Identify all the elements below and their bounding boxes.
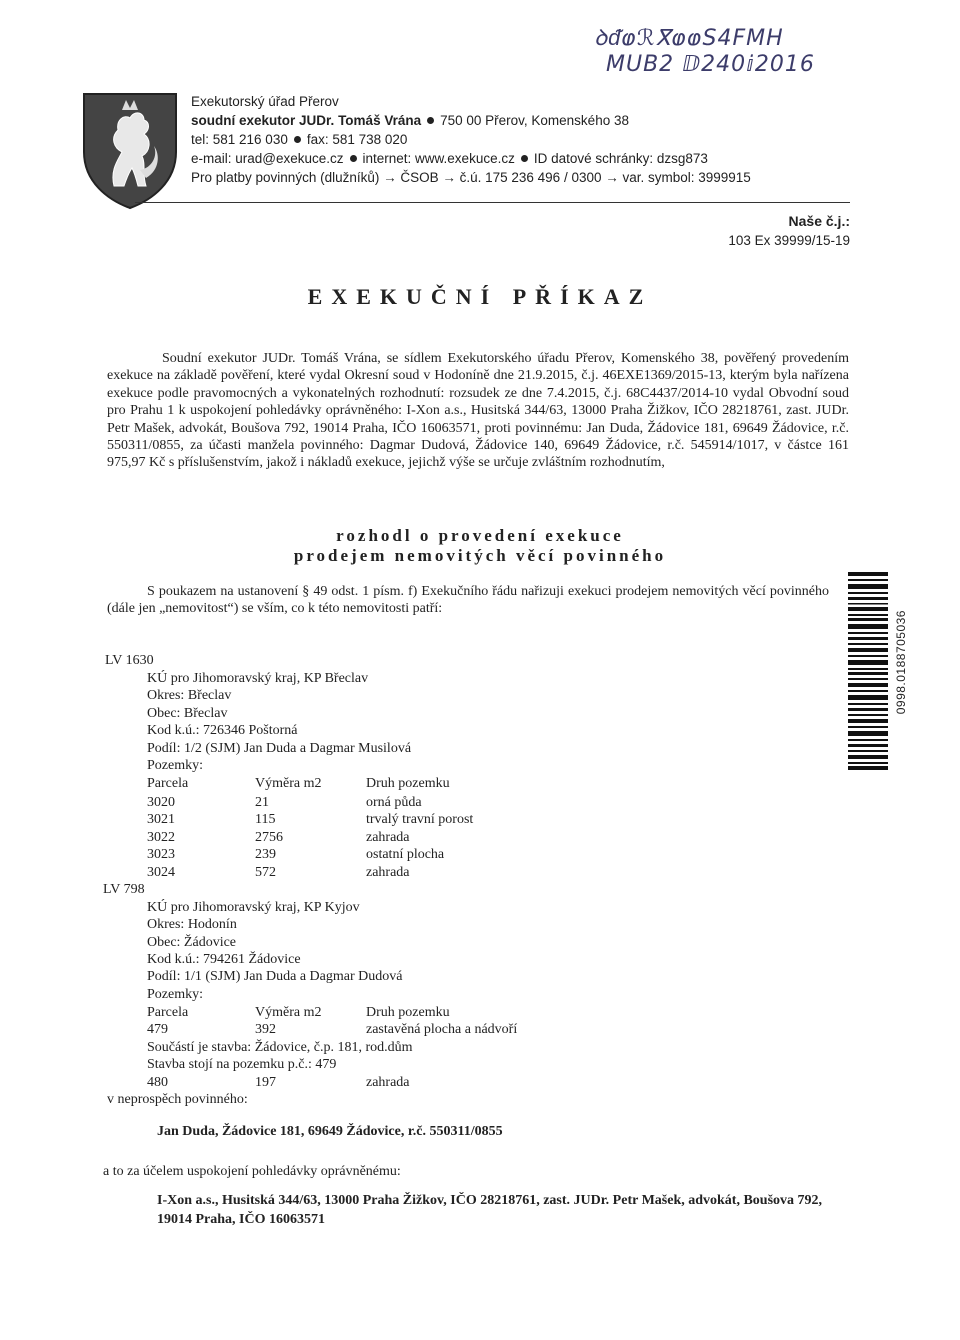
lv1-row-druh: trvalý travní porost	[366, 812, 474, 827]
lv1-header-druh: Druh pozemku	[366, 776, 450, 791]
lv1-row-parcela: 3022	[147, 830, 175, 845]
lv1-ku: KÚ pro Jihomoravský kraj, KP Břeclav	[147, 671, 369, 686]
bullet-icon	[427, 117, 434, 124]
header-divider	[135, 202, 850, 203]
lv2-soucasti: Součástí je stavba: Žádovice, č.p. 181, rod.dům	[147, 1040, 413, 1055]
payment-info: Pro platby povinných (dlužníků) → ČSOB → č.ú. 175 236 496 / 0300 → var. symbol: 3999915	[191, 170, 751, 185]
decision-line2: prodejem nemovitých věcí povinného	[293, 546, 667, 565]
bullet-icon	[294, 136, 301, 143]
lv2-okres: Okres: Hodonín	[147, 917, 237, 932]
decision-line1: rozhodl o provedení exekuce	[336, 526, 624, 545]
email: e-mail: urad@exekuce.cz	[191, 151, 344, 166]
lv1-row-vymera: 21	[255, 795, 269, 810]
officer-name: Tomáš Vrána	[338, 113, 422, 128]
internet: internet: www.exekuce.cz	[362, 151, 515, 166]
lv2-row-vymera: 197	[255, 1075, 276, 1090]
lv2-header-parcela: Parcela	[147, 1005, 189, 1020]
lv1-podil: Podíl: 1/2 (SJM) Jan Duda a Dagmar Musilová	[147, 741, 412, 756]
officer-prefix: soudní exekutor JUDr.	[191, 113, 335, 128]
neprospech-label: v neprospěch povinného:	[107, 1092, 248, 1107]
lv1-number: LV 1630	[105, 653, 154, 668]
intro-paragraph: Soudní exekutor JUDr. Tomáš Vrána, se sídlem Exekutorského úřadu Přerov, Komenského 38, pověřený provedením exekuce na základě pověření, které vydal Okresní soud v Hodoníně dne 21.9.2015, č.j. 46EXE1369/2015-13, kterým byla nařízena exekuce podle pravomocných a vykonatelných rozhodnutí: rozsudek ze dne 7.4.2015, č.j. 68C4437/2014-10 vydal Obvodní soud pro Prahu 1 k uspokojení pohledávky oprávněného: I-Xon a.s., Husitská 344/63, 13000 Praha Žižkov, IČO 28218761, zast. JUDr. Petr Mašek, advokát, Boušova 792, 19014 Praha, IČO 16063571, proti povinnému: Jan Duda, Žádovice 181, 69649 Žádovice, r.č. 550311/0855, za účasti manžela povinného: Dagmar Dudová, Žádovice 140, 69649 Žádovice, r.č. 545914/1017, v částce 161 975,97 Kč s příslušenstvím, jakož i nákladů exekuce, jejichž výše se určuje zvláštním rozhodnutím,	[107, 351, 849, 471]
barcode-number: 0998.0188705036	[894, 610, 908, 715]
lv2-pozemky: Pozemky:	[147, 987, 203, 1002]
officer-line	[191, 113, 629, 129]
contact-line	[191, 132, 407, 148]
lv1-row-vymera: 239	[255, 847, 276, 862]
lv2-kod: Kod k.ú.: 794261 Žádovice	[147, 952, 301, 967]
lv2-number: LV 798	[103, 882, 145, 897]
bullet-icon	[350, 155, 357, 162]
lv1-row-parcela: 3020	[147, 795, 175, 810]
order-paragraph: S poukazem na ustanovení § 49 odst. 1 písm. f) Exekučního řádu nařizuji exekuci prodejem nemovitých věcí povinného (dále jen „nemovitost“) se vším, co k této nemovitosti patří:	[107, 584, 829, 617]
lv2-header-vymera: Výměra m2	[255, 1005, 322, 1020]
phone: tel: 581 216 030	[191, 132, 288, 147]
lv1-kod: Kod k.ú.: 726346 Poštorná	[147, 723, 298, 738]
lv1-header-parcela: Parcela	[147, 776, 189, 791]
bullet-icon	[521, 155, 528, 162]
lv1-row-parcela: 3021	[147, 812, 175, 827]
lv1-header-vymera: Výměra m2	[255, 776, 322, 791]
lv1-row-druh: zahrada	[366, 865, 410, 880]
lv1-obec: Obec: Břeclav	[147, 706, 228, 721]
databox-id: ID datové schránky: dzsg873	[533, 151, 708, 166]
handwritten-code-line1: ꝺᵭⱷℛⴳⱷⱷS4FMH	[594, 26, 784, 51]
reference-number: 103 Ex 39999/15-19	[728, 233, 850, 248]
office-name: Exekutorský úřad Přerov	[191, 94, 339, 109]
lv1-okres: Okres: Břeclav	[147, 688, 232, 703]
lv1-row-druh: orná půda	[366, 795, 422, 810]
lv1-row-vymera: 2756	[255, 830, 283, 845]
lv2-row-vymera: 392	[255, 1022, 276, 1037]
lv1-row-druh: zahrada	[366, 830, 410, 845]
debtor-line: Jan Duda, Žádovice 181, 69649 Žádovice, r.č. 550311/0855	[157, 1124, 503, 1139]
lv1-row-vymera: 115	[255, 812, 276, 827]
lv2-row-parcela: 480	[147, 1075, 168, 1090]
barcode	[848, 572, 888, 770]
office-address: 750 00 Přerov, Komenského 38	[440, 113, 629, 128]
lv2-row-druh: zastavěná plocha a nádvoří	[366, 1022, 518, 1037]
lv1-row-druh: ostatní plocha	[366, 847, 445, 862]
lv2-stavba: Stavba stojí na pozemku p.č.: 479	[147, 1057, 337, 1072]
lv2-ku: KÚ pro Jihomoravský kraj, KP Kyjov	[147, 900, 360, 915]
handwritten-code-line2: MUB2 ⅅ240ⅈ2016	[606, 52, 815, 77]
coat-of-arms-logo	[80, 90, 180, 210]
lv1-row-parcela: 3023	[147, 847, 175, 862]
lv2-row-druh: zahrada	[366, 1075, 410, 1090]
lv2-header-druh: Druh pozemku	[366, 1005, 450, 1020]
reference-label: Naše č.j.:	[788, 213, 850, 229]
fax: fax: 581 738 020	[306, 132, 408, 147]
creditor-line: I-Xon a.s., Husitská 344/63, 13000 Praha Žižkov, IČO 28218761, zast. JUDr. Petr Mašek, advokát, Boušova 792, 19014 Praha, IČO 16063571	[157, 1193, 823, 1227]
lv1-pozemky: Pozemky:	[147, 758, 203, 773]
lv1-row-vymera: 572	[255, 865, 276, 880]
lv2-row-parcela: 479	[147, 1022, 168, 1037]
online-line	[191, 151, 708, 167]
purpose-label: a to za účelem uspokojení pohledávky oprávněnému:	[103, 1164, 401, 1179]
lv2-podil: Podíl: 1/1 (SJM) Jan Duda a Dagmar Dudová	[147, 969, 403, 984]
lv1-row-parcela: 3024	[147, 865, 175, 880]
document-title: EXEKUČNÍ PŘÍKAZ	[307, 284, 653, 309]
lv2-obec: Obec: Žádovice	[147, 935, 237, 950]
